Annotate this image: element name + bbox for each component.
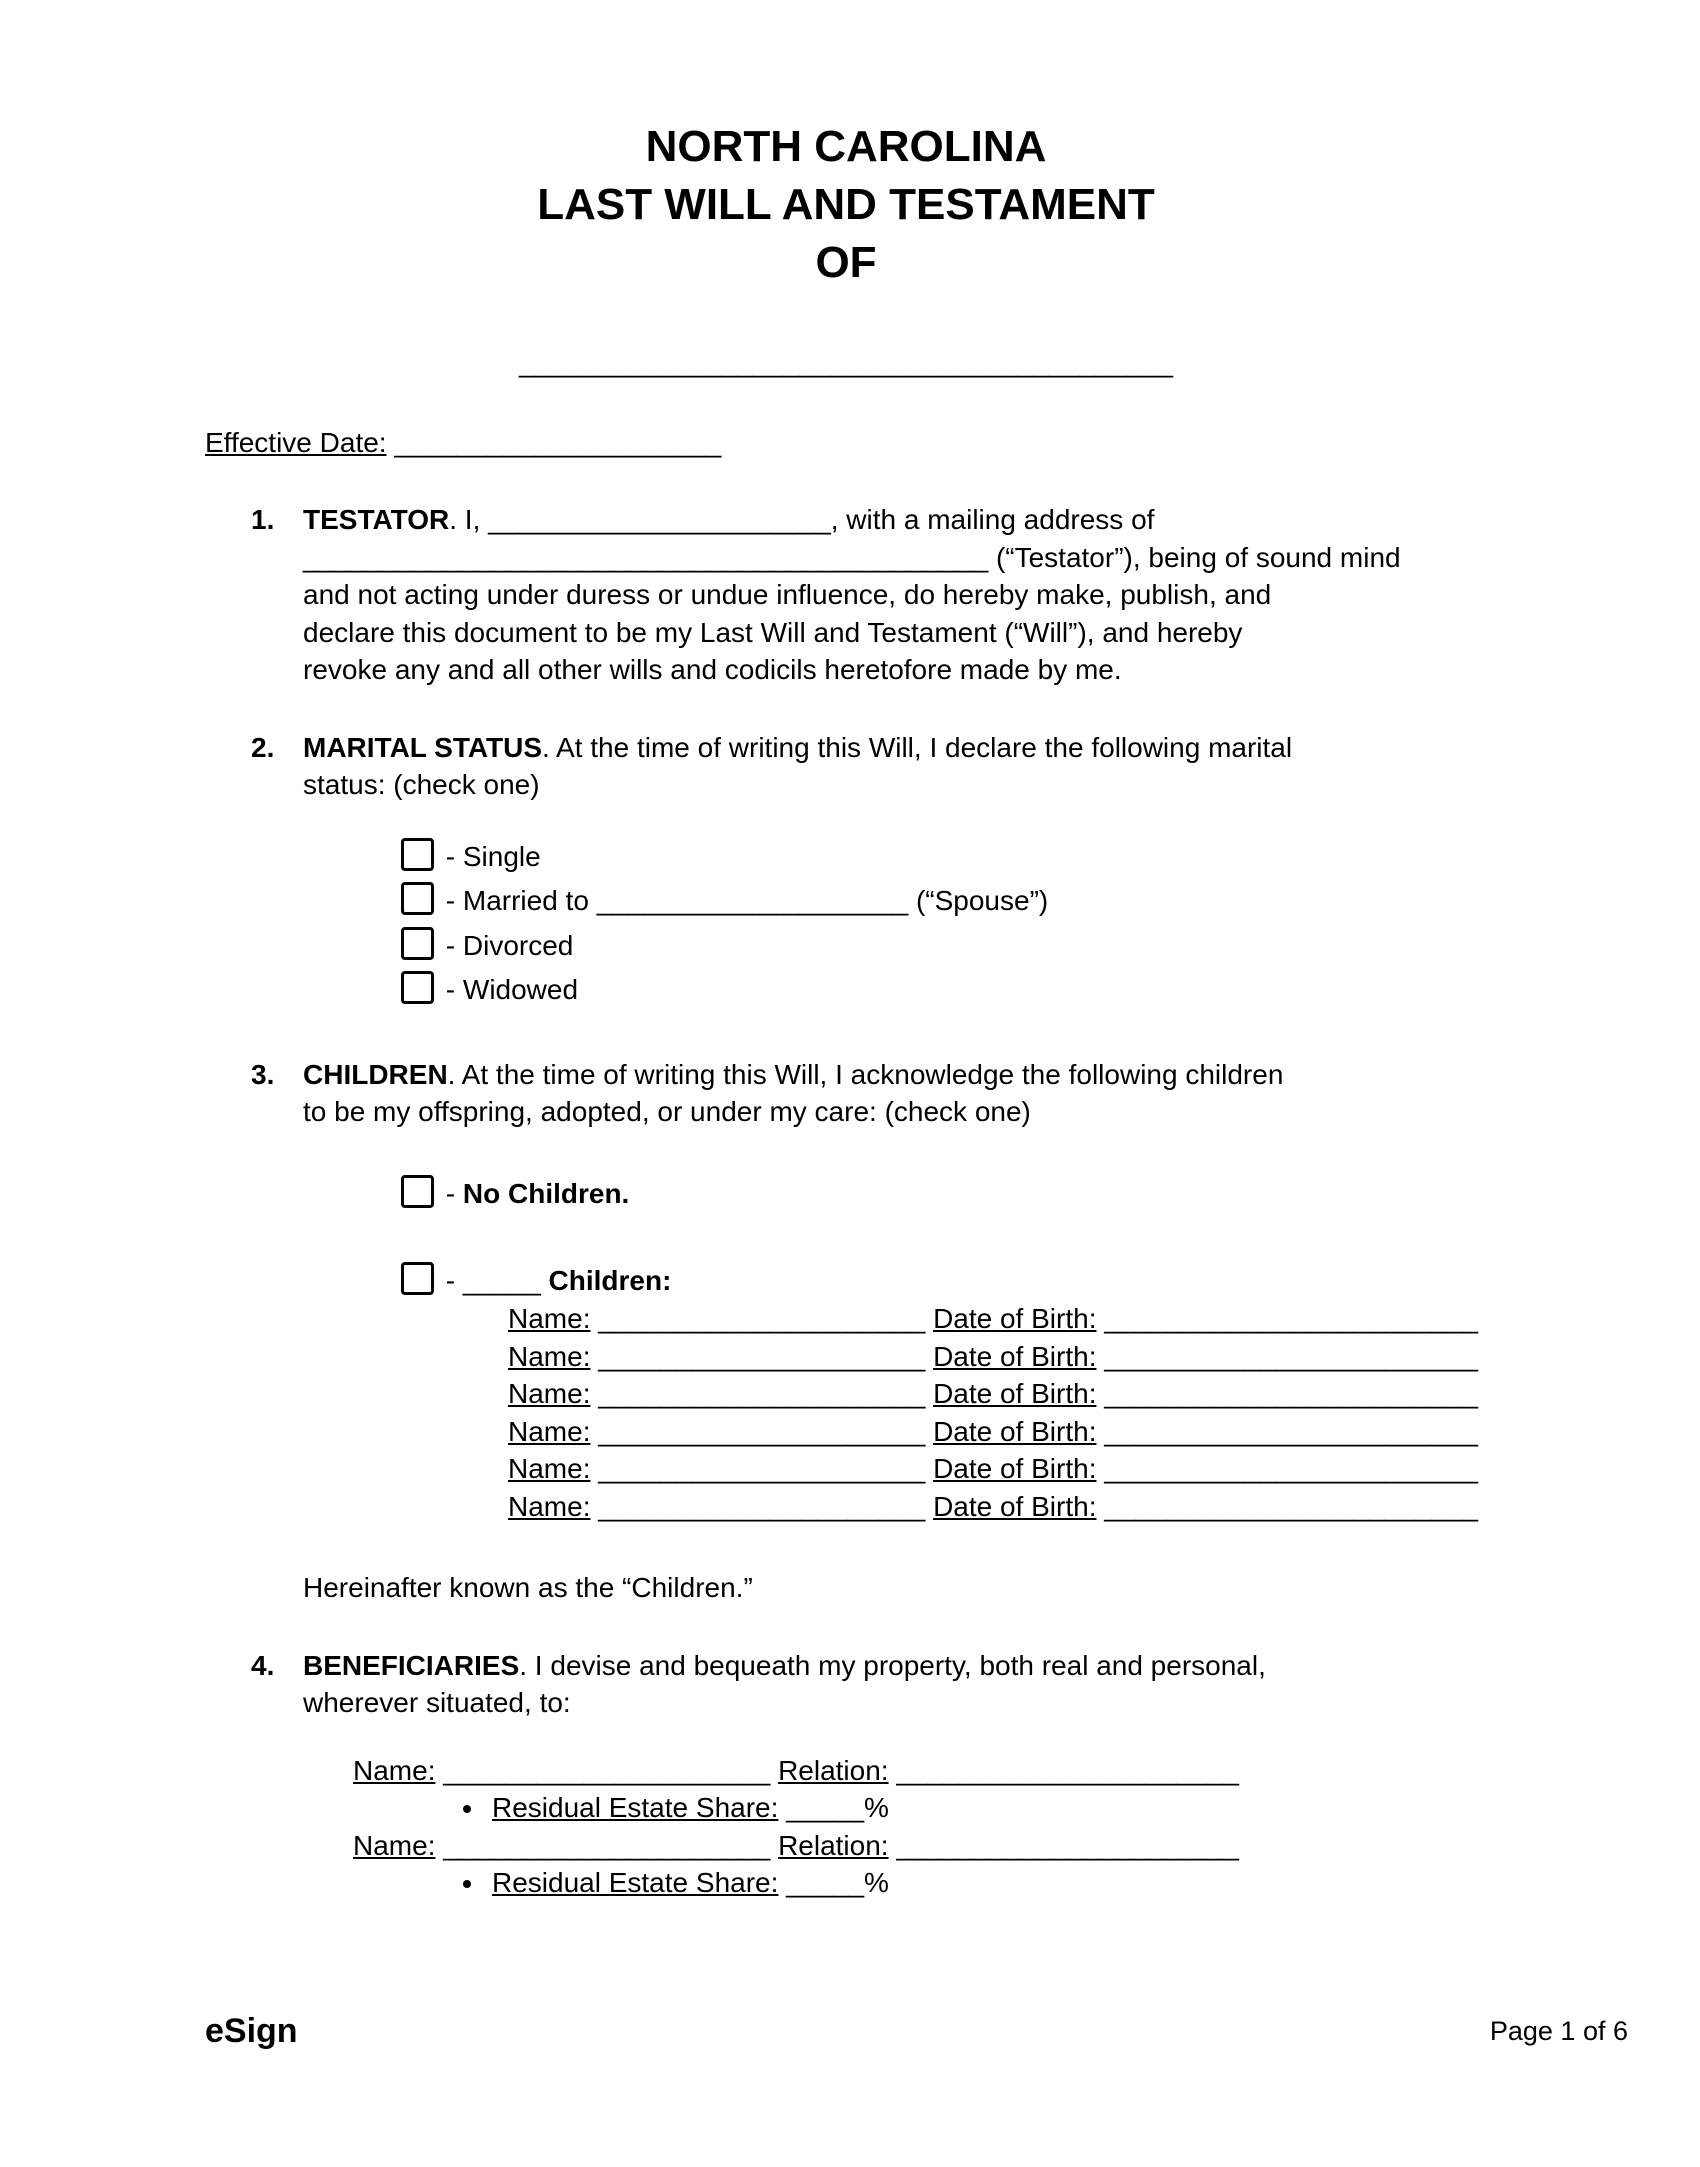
no-children-label: No Children.	[462, 1177, 630, 1209]
residual-share-blank: _____	[786, 1867, 865, 1899]
date-of-birth-label: Date of Birth:	[933, 1453, 1097, 1485]
single-checkbox[interactable]	[401, 838, 434, 871]
children-line-1: . At the time of writing this Will, I acknowledge the following children	[447, 1058, 1284, 1090]
testator-name-blank-line: __________________________________________	[518, 347, 1174, 379]
section-testator-body	[303, 501, 1487, 689]
residual-share-label: Residual Estate Share:	[492, 1792, 779, 1824]
section-number: 2.	[251, 731, 275, 763]
date-of-birth-label: Date of Birth:	[933, 1490, 1097, 1522]
residual-share-item	[486, 1789, 1487, 1827]
child-row	[508, 1413, 1487, 1451]
no-children-checkbox[interactable]	[401, 1175, 434, 1208]
residual-share-item	[486, 1864, 1487, 1902]
has-children-checkbox[interactable]	[401, 1262, 434, 1295]
section-heading: CHILDREN	[303, 1058, 448, 1090]
name-blank: _____________________	[598, 1415, 926, 1447]
beneficiaries-line-1: . I devise and bequeath my property, both real and personal,	[519, 1649, 1266, 1681]
spouse-name-blank: ____________________	[596, 885, 909, 917]
name-blank: _____________________	[598, 1340, 926, 1372]
relation-label: Relation:	[778, 1754, 889, 1786]
name-label: Name:	[508, 1340, 591, 1372]
section-number: 1.	[251, 504, 275, 536]
esign-logo: eSign	[205, 2012, 298, 2051]
date-of-birth-blank: ________________________	[1104, 1453, 1478, 1485]
effective-date-label: Effective Date:	[205, 426, 387, 458]
child-row	[508, 1375, 1487, 1413]
title-line-1: NORTH CAROLINA	[645, 122, 1047, 171]
section-heading: TESTATOR	[303, 504, 450, 536]
page-title	[205, 118, 1487, 292]
section-marital-body	[303, 729, 1487, 1016]
percent-sign: %	[864, 1792, 889, 1824]
effective-date-row	[205, 424, 1487, 462]
date-of-birth-label: Date of Birth:	[933, 1303, 1097, 1334]
married-checkbox[interactable]	[401, 882, 434, 915]
has-children-option	[401, 1262, 1487, 1300]
date-of-birth-blank: ________________________	[1104, 1303, 1478, 1334]
section-heading: BENEFICIARIES	[303, 1649, 520, 1681]
relation-label: Relation:	[778, 1829, 889, 1861]
name-label: Name:	[353, 1754, 436, 1786]
marital-option-single	[401, 838, 1487, 876]
child-row	[508, 1450, 1487, 1488]
children-line-2: to be my offspring, adopted, or under my care: (check one)	[303, 1096, 1031, 1128]
section-number: 4.	[251, 1649, 275, 1681]
has-children-dash: -	[445, 1265, 456, 1297]
residual-share-blank: _____	[786, 1792, 865, 1824]
residual-share-label: Residual Estate Share:	[492, 1867, 779, 1899]
children-footnote: Hereinafter known as the “Children.”	[303, 1572, 753, 1604]
single-label: - Single	[445, 840, 541, 872]
relation-blank: ______________________	[896, 1829, 1239, 1861]
child-row	[508, 1488, 1487, 1526]
effective-date-blank: _____________________	[394, 426, 722, 458]
children-count-blank: _____	[462, 1265, 541, 1297]
date-of-birth-label: Date of Birth:	[933, 1415, 1097, 1447]
beneficiaries-line-2: wherever situated, to:	[303, 1687, 571, 1719]
child-row	[508, 1300, 1487, 1338]
section-number: 3.	[251, 1058, 275, 1090]
no-children-dash: -	[445, 1177, 456, 1209]
name-label: Name:	[508, 1453, 591, 1485]
marital-line-2: status: (check one)	[303, 769, 540, 801]
child-row	[508, 1338, 1487, 1376]
name-blank: _____________________	[598, 1490, 926, 1522]
name-blank: _____________________	[598, 1303, 926, 1334]
date-of-birth-blank: ________________________	[1104, 1378, 1478, 1410]
date-of-birth-blank: ________________________	[1104, 1340, 1478, 1372]
no-children-option	[401, 1175, 1487, 1213]
name-blank: _____________________	[443, 1829, 771, 1861]
residual-share-list	[353, 1864, 1487, 1902]
testator-line-3: and not acting under duress or undue influence, do hereby make, publish, and	[303, 579, 1272, 611]
name-label: Name:	[508, 1303, 591, 1334]
percent-sign: %	[864, 1867, 889, 1899]
name-label: Name:	[508, 1415, 591, 1447]
section-beneficiaries	[205, 1647, 1487, 1902]
name-blank: _____________________	[598, 1453, 926, 1485]
beneficiary-row	[353, 1827, 1487, 1865]
section-children	[205, 1056, 1487, 1607]
name-label: Name:	[353, 1829, 436, 1861]
page-indicator: Page 1 of 6	[1489, 2015, 1628, 2046]
spouse-suffix: (“Spouse”)	[915, 885, 1049, 917]
testator-line-4: declare this document to be my Last Will and Testament (“Will”), and hereby	[303, 616, 1243, 648]
beneficiary-entries	[353, 1752, 1487, 1902]
section-testator	[205, 501, 1487, 689]
has-children-label: Children:	[548, 1265, 672, 1297]
widowed-checkbox[interactable]	[401, 971, 434, 1004]
marital-line-1: . At the time of writing this Will, I declare the following marital	[542, 731, 1293, 763]
title-line-2: LAST WILL AND TESTAMENT	[537, 180, 1155, 230]
date-of-birth-blank: ________________________	[1104, 1415, 1478, 1447]
section-marital-status	[205, 729, 1487, 1016]
divorced-label: - Divorced	[445, 929, 574, 961]
beneficiary-row	[353, 1752, 1487, 1790]
name-blank: _____________________	[443, 1754, 771, 1786]
name-label: Name:	[508, 1490, 591, 1522]
married-label: - Married to	[445, 885, 589, 917]
marital-option-divorced	[401, 927, 1487, 965]
section-children-body	[303, 1056, 1487, 1607]
divorced-checkbox[interactable]	[401, 927, 434, 960]
testator-line-2: ____________________________________________ (“Testator”), being of sound mind	[303, 541, 1401, 573]
testator-line-5: revoke any and all other wills and codicils heretofore made by me.	[303, 654, 1122, 686]
children-name-rows	[508, 1300, 1487, 1525]
date-of-birth-blank: ________________________	[1104, 1490, 1478, 1522]
title-line-3: OF	[815, 238, 877, 288]
date-of-birth-label: Date of Birth:	[933, 1378, 1097, 1410]
widowed-label: - Widowed	[445, 974, 579, 1006]
testator-line-1: . I, ______________________, with a mailing address of	[449, 504, 1155, 536]
name-label: Name:	[508, 1378, 591, 1410]
marital-options	[401, 838, 1487, 1009]
section-heading: MARITAL STATUS	[303, 731, 543, 763]
name-blank: _____________________	[598, 1378, 926, 1410]
section-beneficiaries-body	[303, 1647, 1487, 1902]
residual-share-list	[353, 1789, 1487, 1827]
marital-option-widowed	[401, 971, 1487, 1009]
date-of-birth-label: Date of Birth:	[933, 1340, 1097, 1372]
marital-option-married	[401, 882, 1487, 920]
relation-blank: ______________________	[896, 1754, 1239, 1786]
